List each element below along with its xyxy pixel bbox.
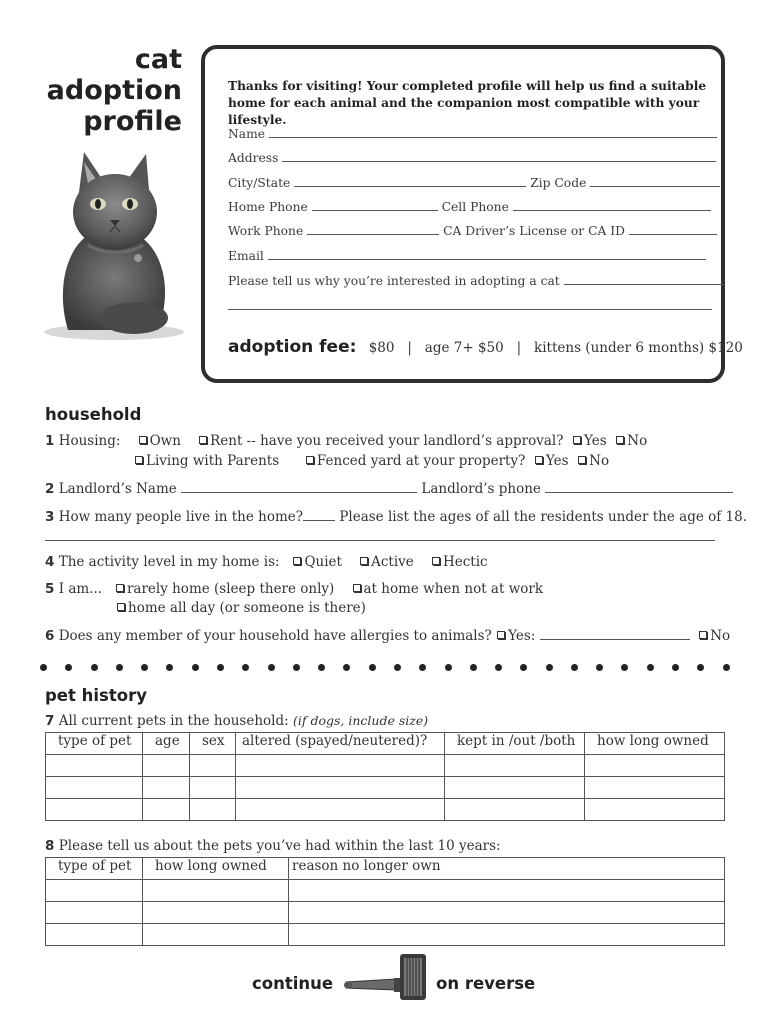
table-cell[interactable] — [289, 902, 725, 924]
table-cell[interactable] — [236, 799, 445, 821]
divider-dot — [546, 664, 553, 671]
table-row — [46, 902, 725, 924]
checkbox-icon — [306, 456, 314, 464]
fee-kittens: kittens (under 6 months) $120 — [534, 340, 743, 356]
table-cell[interactable] — [46, 902, 143, 924]
people-count-field[interactable] — [303, 510, 335, 521]
divider-dot — [647, 664, 654, 671]
checkbox-icon — [573, 436, 581, 444]
divider-dot — [91, 664, 98, 671]
why-row-2 — [228, 299, 712, 313]
city-state-field[interactable] — [294, 176, 526, 187]
landlord-phone-field[interactable] — [545, 482, 733, 493]
table-row — [46, 924, 725, 946]
q6-number: 6 — [45, 628, 55, 644]
landlord-name-label: Landlord’s Name — [58, 481, 177, 497]
divider-dot — [621, 664, 628, 671]
divider-dot — [40, 664, 47, 671]
email-label: Email — [228, 249, 264, 263]
checkbox-icon — [432, 557, 440, 565]
city-zip-row — [228, 176, 720, 190]
question-1-line-2 — [134, 453, 609, 469]
own-option[interactable]: Own — [138, 433, 181, 449]
question-6 — [45, 628, 730, 644]
table-cell[interactable] — [190, 799, 236, 821]
cell-phone-field[interactable] — [513, 200, 711, 211]
table-header-row — [46, 733, 725, 755]
dotted-divider — [40, 664, 730, 671]
adoption-fee — [228, 337, 743, 357]
address-label: Address — [228, 151, 279, 165]
dogs-note: (if dogs, include size) — [292, 713, 429, 728]
table-cell[interactable] — [445, 755, 585, 777]
divider-dot — [293, 664, 300, 671]
active-option[interactable]: Active — [359, 554, 414, 570]
divider-dot — [141, 664, 148, 671]
work-phone-field[interactable] — [307, 224, 439, 235]
table-cell[interactable] — [46, 924, 143, 946]
checkbox-icon — [353, 584, 361, 592]
divider-dot — [394, 664, 401, 671]
table-cell[interactable] — [236, 755, 445, 777]
q3-number: 3 — [45, 509, 55, 525]
ages-field[interactable] — [45, 540, 715, 541]
column-header: how long owned — [585, 733, 725, 755]
zip-label: Zip Code — [530, 176, 587, 190]
table-cell[interactable] — [445, 777, 585, 799]
table-cell[interactable] — [46, 880, 143, 902]
pet-history-heading: pet history — [45, 686, 147, 705]
ages-label: Please list the ages of all the residents under the age of 18. — [339, 509, 748, 525]
question-5-line-2 — [116, 600, 366, 616]
name-field[interactable] — [269, 127, 717, 138]
table-cell[interactable] — [585, 755, 725, 777]
table-cell[interactable] — [46, 799, 143, 821]
on-reverse-label: on reverse — [436, 974, 536, 993]
title-line-3: profile — [83, 106, 182, 137]
table-cell[interactable] — [190, 755, 236, 777]
home-all-day-option[interactable]: home all day (or someone is there) — [116, 600, 366, 616]
checkbox-icon — [578, 456, 586, 464]
cat-photo — [38, 140, 184, 340]
question-5 — [45, 581, 543, 597]
quiet-option[interactable]: Quiet — [292, 554, 342, 570]
column-header: altered (spayed/neutered)? — [236, 733, 445, 755]
checkbox-icon — [535, 456, 543, 464]
fee-separator: | — [516, 340, 522, 356]
divider-dot — [116, 664, 123, 671]
divider-dot — [192, 664, 199, 671]
name-label: Name — [228, 127, 266, 141]
fenced-yes-option[interactable]: Yes — [534, 453, 569, 469]
people-label: How many people live in the home? — [58, 509, 304, 525]
table-row — [46, 799, 725, 821]
fenced-yard-question: Fenced yard at your property? — [305, 453, 525, 469]
table-cell[interactable] — [143, 755, 190, 777]
question-4 — [45, 554, 488, 570]
fee-senior: age 7+ $50 — [424, 340, 504, 356]
rarely-home-option[interactable]: rarely home (sleep there only) — [115, 581, 334, 597]
activity-label: The activity level in my home is: — [58, 554, 280, 570]
table-cell[interactable] — [46, 755, 143, 777]
landlord-phone-label: Landlord’s phone — [421, 481, 541, 497]
table-cell[interactable] — [585, 777, 725, 799]
why-row — [228, 274, 724, 288]
divider-dot — [369, 664, 376, 671]
column-header: how long owned — [143, 858, 289, 880]
allergies-detail-field[interactable] — [540, 629, 690, 640]
hectic-option[interactable]: Hectic — [431, 554, 488, 570]
license-label: CA Driver’s License or CA ID — [443, 224, 625, 238]
fee-separator: | — [407, 340, 412, 356]
current-pets-table — [45, 732, 725, 821]
divider-dot — [470, 664, 477, 671]
name-row — [228, 127, 717, 141]
table-row — [46, 880, 725, 902]
work-phone-label: Work Phone — [228, 224, 304, 238]
divider-dot — [672, 664, 679, 671]
i-am-label: I am... — [58, 581, 103, 597]
contact-info-box — [201, 45, 743, 383]
checkbox-icon — [293, 557, 301, 565]
work-license-row — [228, 224, 717, 238]
table-cell[interactable] — [445, 799, 585, 821]
phone-row — [228, 200, 711, 214]
home-phone-label: Home Phone — [228, 200, 308, 214]
divider-dot — [318, 664, 325, 671]
fee-label: adoption fee: — [228, 337, 357, 357]
divider-dot — [571, 664, 578, 671]
checkbox-icon — [117, 603, 125, 611]
fee-adult: $80 — [368, 340, 395, 356]
parents-option[interactable]: Living with Parents — [134, 453, 279, 469]
table-cell[interactable] — [143, 799, 190, 821]
table-cell[interactable] — [143, 924, 289, 946]
home-when-not-working-option[interactable]: at home when not at work — [352, 581, 544, 597]
rent-option[interactable]: Rent -- have you received your landlord’s approval? — [198, 433, 563, 449]
divider-dot — [697, 664, 704, 671]
divider-dot — [445, 664, 452, 671]
address-row — [228, 151, 716, 165]
question-1 — [45, 433, 647, 449]
divider-dot — [495, 664, 502, 671]
column-header: type of pet — [46, 858, 143, 880]
table-row — [46, 777, 725, 799]
table-cell[interactable] — [190, 777, 236, 799]
table-row — [46, 755, 725, 777]
why-label: Please tell us why you’re interested in adopting a cat — [228, 274, 560, 288]
table-cell[interactable] — [236, 777, 445, 799]
question-3 — [45, 509, 747, 525]
allergies-no-option[interactable]: No — [698, 628, 730, 644]
divider-dot — [166, 664, 173, 671]
current-pets-label: All current pets in the household: — [58, 713, 289, 729]
divider-dot — [242, 664, 249, 671]
title-line-2: adoption — [46, 75, 182, 106]
q8-number: 8 — [45, 838, 55, 854]
column-header: kept in /out /both — [445, 733, 585, 755]
past-pets-table — [45, 857, 725, 946]
brush-icon — [342, 952, 428, 1002]
divider-dot — [520, 664, 527, 671]
email-field[interactable] — [268, 249, 706, 260]
checkbox-icon — [699, 631, 707, 639]
home-phone-field[interactable] — [312, 200, 438, 211]
divider-dot — [217, 664, 224, 671]
q4-number: 4 — [45, 554, 55, 570]
checkbox-icon — [497, 631, 505, 639]
divider-dot — [723, 664, 730, 671]
checkbox-icon — [135, 456, 143, 464]
column-header: age — [143, 733, 190, 755]
table-header-row — [46, 858, 725, 880]
q7-number: 7 — [45, 713, 55, 729]
past-pets-label: Please tell us about the pets you’ve had within the last 10 years: — [58, 838, 501, 854]
divider-dot — [65, 664, 72, 671]
column-header: reason no longer own — [289, 858, 725, 880]
allergies-label: Does any member of your household have allergies to animals? — [58, 628, 492, 644]
address-field[interactable] — [282, 151, 716, 162]
zip-field[interactable] — [590, 176, 720, 187]
table-cell[interactable] — [46, 777, 143, 799]
q2-number: 2 — [45, 481, 55, 497]
approval-no-option[interactable]: No — [615, 433, 647, 449]
divider-dot — [596, 664, 603, 671]
approval-yes-option[interactable]: Yes — [572, 433, 607, 449]
city-state-label: City/State — [228, 176, 291, 190]
title-line-1: cat — [134, 44, 182, 75]
table-cell[interactable] — [585, 799, 725, 821]
landlord-name-field[interactable] — [181, 482, 417, 493]
table-cell[interactable] — [289, 880, 725, 902]
checkbox-icon — [116, 584, 124, 592]
column-header: type of pet — [46, 733, 143, 755]
continue-label: continue — [252, 974, 334, 993]
license-field[interactable] — [629, 224, 717, 235]
checkbox-icon — [199, 436, 207, 444]
question-8 — [45, 838, 501, 854]
fenced-no-option[interactable]: No — [577, 453, 609, 469]
table-cell[interactable] — [143, 777, 190, 799]
email-row — [228, 249, 706, 263]
divider-dot — [419, 664, 426, 671]
checkbox-icon — [360, 557, 368, 565]
table-cell[interactable] — [143, 880, 289, 902]
household-heading: household — [45, 405, 142, 424]
table-cell[interactable] — [143, 902, 289, 924]
checkbox-icon — [139, 436, 147, 444]
question-7 — [45, 713, 428, 729]
divider-dot — [343, 664, 350, 671]
why-field[interactable] — [564, 274, 724, 285]
table-cell[interactable] — [289, 924, 725, 946]
intro-text: Thanks for visiting! Your completed profile will help us find a suitable home for each animal and the companion most compatible with your lifestyle. — [228, 79, 707, 127]
allergies-yes-option[interactable]: Yes: — [496, 628, 535, 644]
checkbox-icon — [616, 436, 624, 444]
q5-number: 5 — [45, 581, 55, 597]
q1-label: Housing: — [58, 433, 121, 449]
column-header: sex — [190, 733, 236, 755]
question-2 — [45, 481, 733, 497]
q1-number: 1 — [45, 433, 55, 449]
form-title — [47, 44, 182, 137]
cell-phone-label: Cell Phone — [441, 200, 509, 214]
divider-dot — [268, 664, 275, 671]
why-field-continued[interactable] — [228, 299, 712, 310]
